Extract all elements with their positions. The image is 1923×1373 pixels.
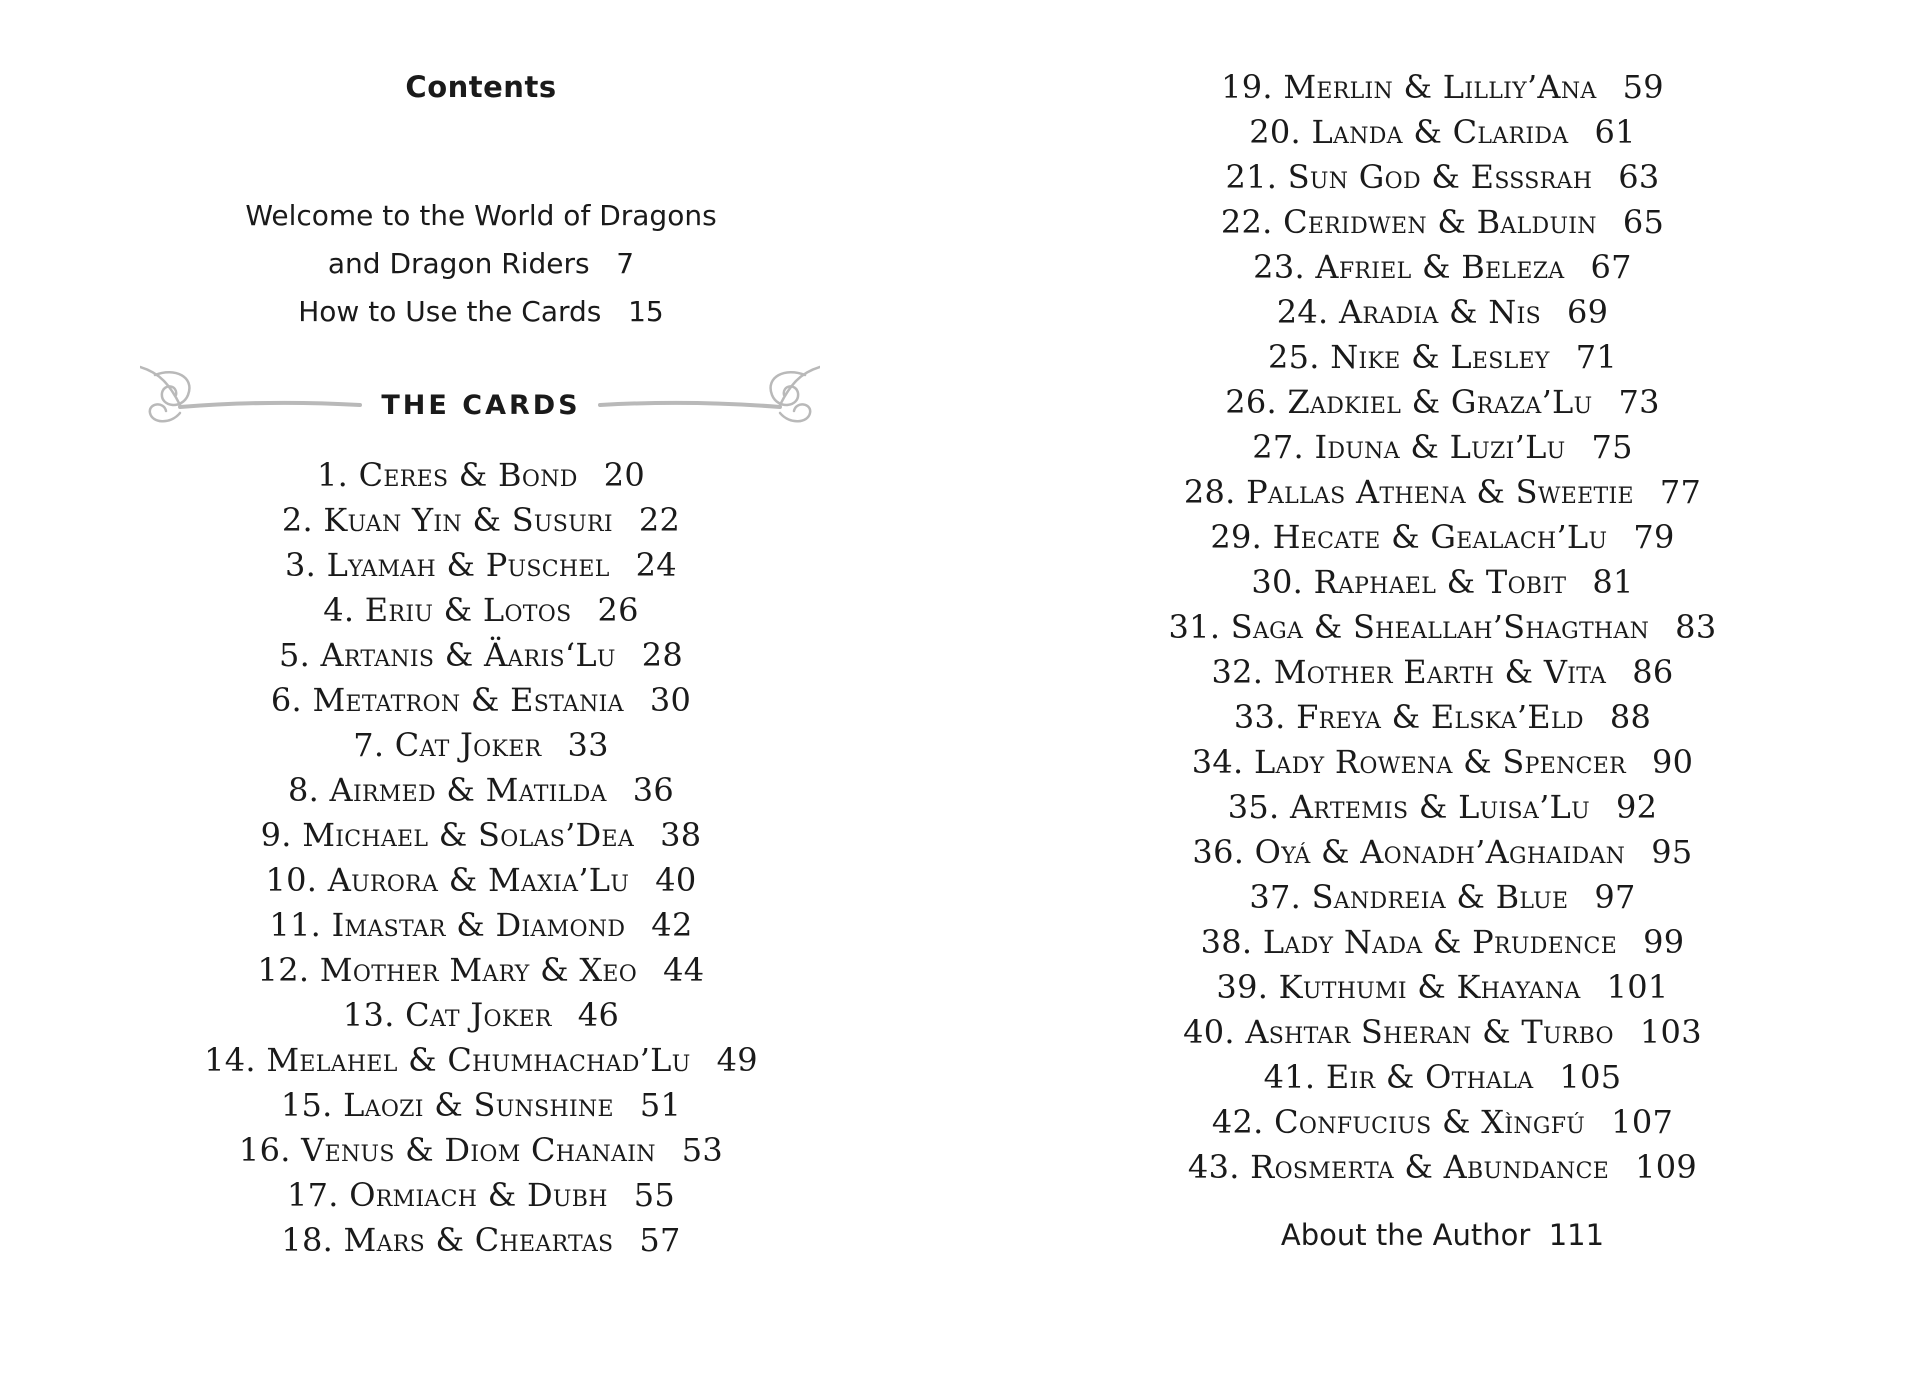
page-number: 71 [1575, 338, 1618, 376]
page-number: 111 [1548, 1218, 1605, 1252]
toc-entry[interactable] [962, 470, 1923, 515]
intro-entry[interactable] [0, 240, 962, 288]
page-number: 30 [649, 681, 692, 719]
page-number: 33 [567, 726, 609, 764]
toc-entry[interactable] [962, 200, 1923, 245]
card-title: 3. Lyamah & Puschel [285, 546, 610, 584]
toc-entry[interactable] [962, 1100, 1923, 1145]
toc-entry[interactable] [962, 155, 1923, 200]
page-number: 92 [1615, 788, 1658, 826]
toc-entry[interactable] [0, 948, 962, 993]
page-number: 101 [1606, 968, 1669, 1006]
toc-entry[interactable] [0, 1128, 962, 1173]
toc-entry[interactable] [962, 65, 1923, 110]
toc-entry[interactable] [0, 723, 962, 768]
page-number: 83 [1675, 608, 1717, 646]
card-title: 41. Eir & Othala [1263, 1058, 1534, 1096]
card-title: 34. Lady Rowena & Spencer [1191, 743, 1626, 781]
toc-entry[interactable] [962, 875, 1923, 920]
page-number: 88 [1609, 698, 1652, 736]
card-title: 6. Metatron & Estania [270, 681, 624, 719]
toc-entry[interactable] [962, 605, 1923, 650]
toc-entry[interactable] [0, 543, 962, 588]
toc-entry[interactable] [962, 290, 1923, 335]
intro-entry[interactable] [0, 192, 962, 240]
toc-entry[interactable] [962, 110, 1923, 155]
card-title: 22. Ceridwen & Balduin [1220, 203, 1597, 241]
toc-entry[interactable] [962, 335, 1923, 380]
toc-entry[interactable] [0, 1218, 962, 1263]
page-number: 51 [639, 1086, 682, 1124]
card-title: 1. Ceres & Bond [316, 456, 578, 494]
toc-entry[interactable] [0, 1038, 962, 1083]
page-number: 24 [635, 546, 677, 584]
toc-entry[interactable] [962, 515, 1923, 560]
card-title: 36. Oyá & Aonadh’Aghaidan [1192, 833, 1626, 871]
page-number: 65 [1622, 203, 1665, 241]
page-number: 103 [1639, 1013, 1702, 1051]
card-title: 16. Venus & Diom Chanain [238, 1131, 656, 1169]
card-title: 31. Saga & Sheallah’Shagthan [1168, 608, 1650, 646]
card-title: 24. Aradia & Nis [1276, 293, 1541, 331]
page-number: 46 [577, 996, 620, 1034]
page-number: 7 [616, 247, 635, 280]
page-number: 59 [1622, 68, 1664, 106]
cards-list-left [0, 453, 962, 1263]
page-number: 67 [1590, 248, 1632, 286]
toc-entry[interactable] [962, 1145, 1923, 1190]
card-title: 40. Ashtar Sheran & Turbo [1183, 1013, 1614, 1051]
toc-entry[interactable] [0, 1173, 962, 1218]
toc-entry[interactable] [0, 813, 962, 858]
toc-entry[interactable] [962, 650, 1923, 695]
toc-entry[interactable] [962, 695, 1923, 740]
page-number: 26 [597, 591, 639, 629]
toc-entry[interactable] [0, 678, 962, 723]
page-number: 97 [1594, 878, 1636, 916]
toc-entry[interactable] [962, 1010, 1923, 1055]
page-number: 86 [1632, 653, 1674, 691]
toc-entry[interactable] [0, 993, 962, 1038]
intro-entries [0, 192, 962, 336]
card-title: 30. Raphael & Tobit [1251, 563, 1567, 601]
page-number: 61 [1594, 113, 1636, 151]
toc-entry[interactable] [0, 903, 962, 948]
page-number: 105 [1559, 1058, 1622, 1096]
about-author-entry[interactable] [962, 1218, 1923, 1252]
toc-entry[interactable] [962, 830, 1923, 875]
card-title: 23. Afriel & Beleza [1253, 248, 1565, 286]
card-title: 11. Imastar & Diamond [269, 906, 626, 944]
card-title: 8. Airmed & Matilda [287, 771, 607, 809]
card-title: 37. Sandreia & Blue [1249, 878, 1569, 916]
toc-entry[interactable] [962, 245, 1923, 290]
card-title: 14. Melahel & Chumhachad’Lu [204, 1041, 691, 1079]
page-number: 77 [1659, 473, 1702, 511]
page-number: 90 [1651, 743, 1694, 781]
card-title: 29. Hecate & Gealach’Lu [1210, 518, 1608, 556]
toc-entry[interactable] [0, 633, 962, 678]
cards-list-right [962, 65, 1923, 1190]
page-number: 22 [638, 501, 681, 539]
right-page [962, 0, 1923, 1373]
card-title: 10. Aurora & Maxia’Lu [265, 861, 630, 899]
toc-entry[interactable] [0, 858, 962, 903]
card-title: 42. Confucius & Xìngfú [1211, 1103, 1586, 1141]
page-number: 55 [633, 1176, 676, 1214]
card-title: 2. Kuan Yin & Susuri [281, 501, 613, 539]
card-title: 20. Landa & Clarida [1249, 113, 1569, 151]
about-title: About the Author [1280, 1218, 1531, 1252]
card-title: 43. Rosmerta & Abundance [1187, 1148, 1610, 1186]
card-title: 17. Ormiach & Dubh [286, 1176, 608, 1214]
intro-entry-title: Welcome to the World of Dragons [245, 199, 717, 232]
page-number: 36 [632, 771, 675, 809]
card-title: 9. Michael & Solas’Dea [260, 816, 635, 854]
page-number: 28 [641, 636, 684, 674]
page-number: 44 [663, 951, 705, 989]
page-number: 20 [603, 456, 646, 494]
page-number: 63 [1618, 158, 1660, 196]
toc-entry[interactable] [962, 965, 1923, 1010]
toc-entry[interactable] [0, 453, 962, 498]
card-title: 28. Pallas Athena & Sweetie [1183, 473, 1634, 511]
page-number: 95 [1651, 833, 1693, 871]
page-number: 49 [716, 1041, 758, 1079]
card-title: 25. Nike & Lesley [1267, 338, 1550, 376]
toc-entry[interactable] [0, 768, 962, 813]
card-title: 32. Mother Earth & Vita [1211, 653, 1607, 691]
page-title: Contents [405, 70, 557, 104]
card-title: 19. Merlin & Lilliy’Ana [1221, 68, 1597, 106]
page-number: 42 [651, 906, 693, 944]
toc-entry[interactable] [962, 1055, 1923, 1100]
toc-entry[interactable] [0, 498, 962, 543]
intro-entry-title: and Dragon Riders [327, 247, 590, 280]
page-number: 81 [1592, 563, 1634, 601]
card-title: 38. Lady Nada & Prudence [1200, 923, 1618, 961]
toc-entry[interactable] [0, 588, 962, 633]
card-title: 21. Sun God & Esssrah [1225, 158, 1593, 196]
page-number: 38 [660, 816, 702, 854]
card-title: 33. Freya & Elska’Eld [1233, 698, 1584, 736]
toc-entry[interactable] [962, 740, 1923, 785]
page-number: 40 [655, 861, 697, 899]
toc-entry[interactable] [962, 425, 1923, 470]
card-title: 18. Mars & Cheartas [281, 1221, 614, 1259]
page-number: 107 [1611, 1103, 1674, 1141]
card-title: 15. Laozi & Sunshine [280, 1086, 614, 1124]
intro-entry-title: How to Use the Cards [298, 295, 602, 328]
section-heading: THE CARDS [381, 390, 581, 421]
card-title: 5. Artanis & Äaris‘Lu [278, 636, 616, 674]
card-title: 7. Cat Joker [353, 726, 542, 764]
page-number: 73 [1618, 383, 1660, 421]
card-title: 35. Artemis & Luisa’Lu [1227, 788, 1590, 826]
card-title: 13. Cat Joker [342, 996, 552, 1034]
page-number: 99 [1643, 923, 1685, 961]
toc-entry[interactable] [962, 785, 1923, 830]
page-number: 69 [1566, 293, 1609, 331]
card-title: 39. Kuthumi & Khayana [1216, 968, 1581, 1006]
page-number: 57 [639, 1221, 681, 1259]
page-number: 15 [628, 295, 664, 328]
toc-entry[interactable] [962, 560, 1923, 605]
page-number: 75 [1591, 428, 1633, 466]
card-title: 26. Zadkiel & Graza’Lu [1225, 383, 1593, 421]
page-number: 79 [1633, 518, 1675, 556]
page-number: 53 [681, 1131, 724, 1169]
page-number: 109 [1635, 1148, 1698, 1186]
toc-entry[interactable] [962, 920, 1923, 965]
card-title: 4. Eriu & Lotos [323, 591, 572, 629]
toc-entry[interactable] [0, 1083, 962, 1128]
intro-entry[interactable] [0, 288, 962, 336]
toc-entry[interactable] [962, 380, 1923, 425]
card-title: 27. Iduna & Luzi’Lu [1252, 428, 1566, 466]
card-title: 12. Mother Mary & Xeo [257, 951, 638, 989]
